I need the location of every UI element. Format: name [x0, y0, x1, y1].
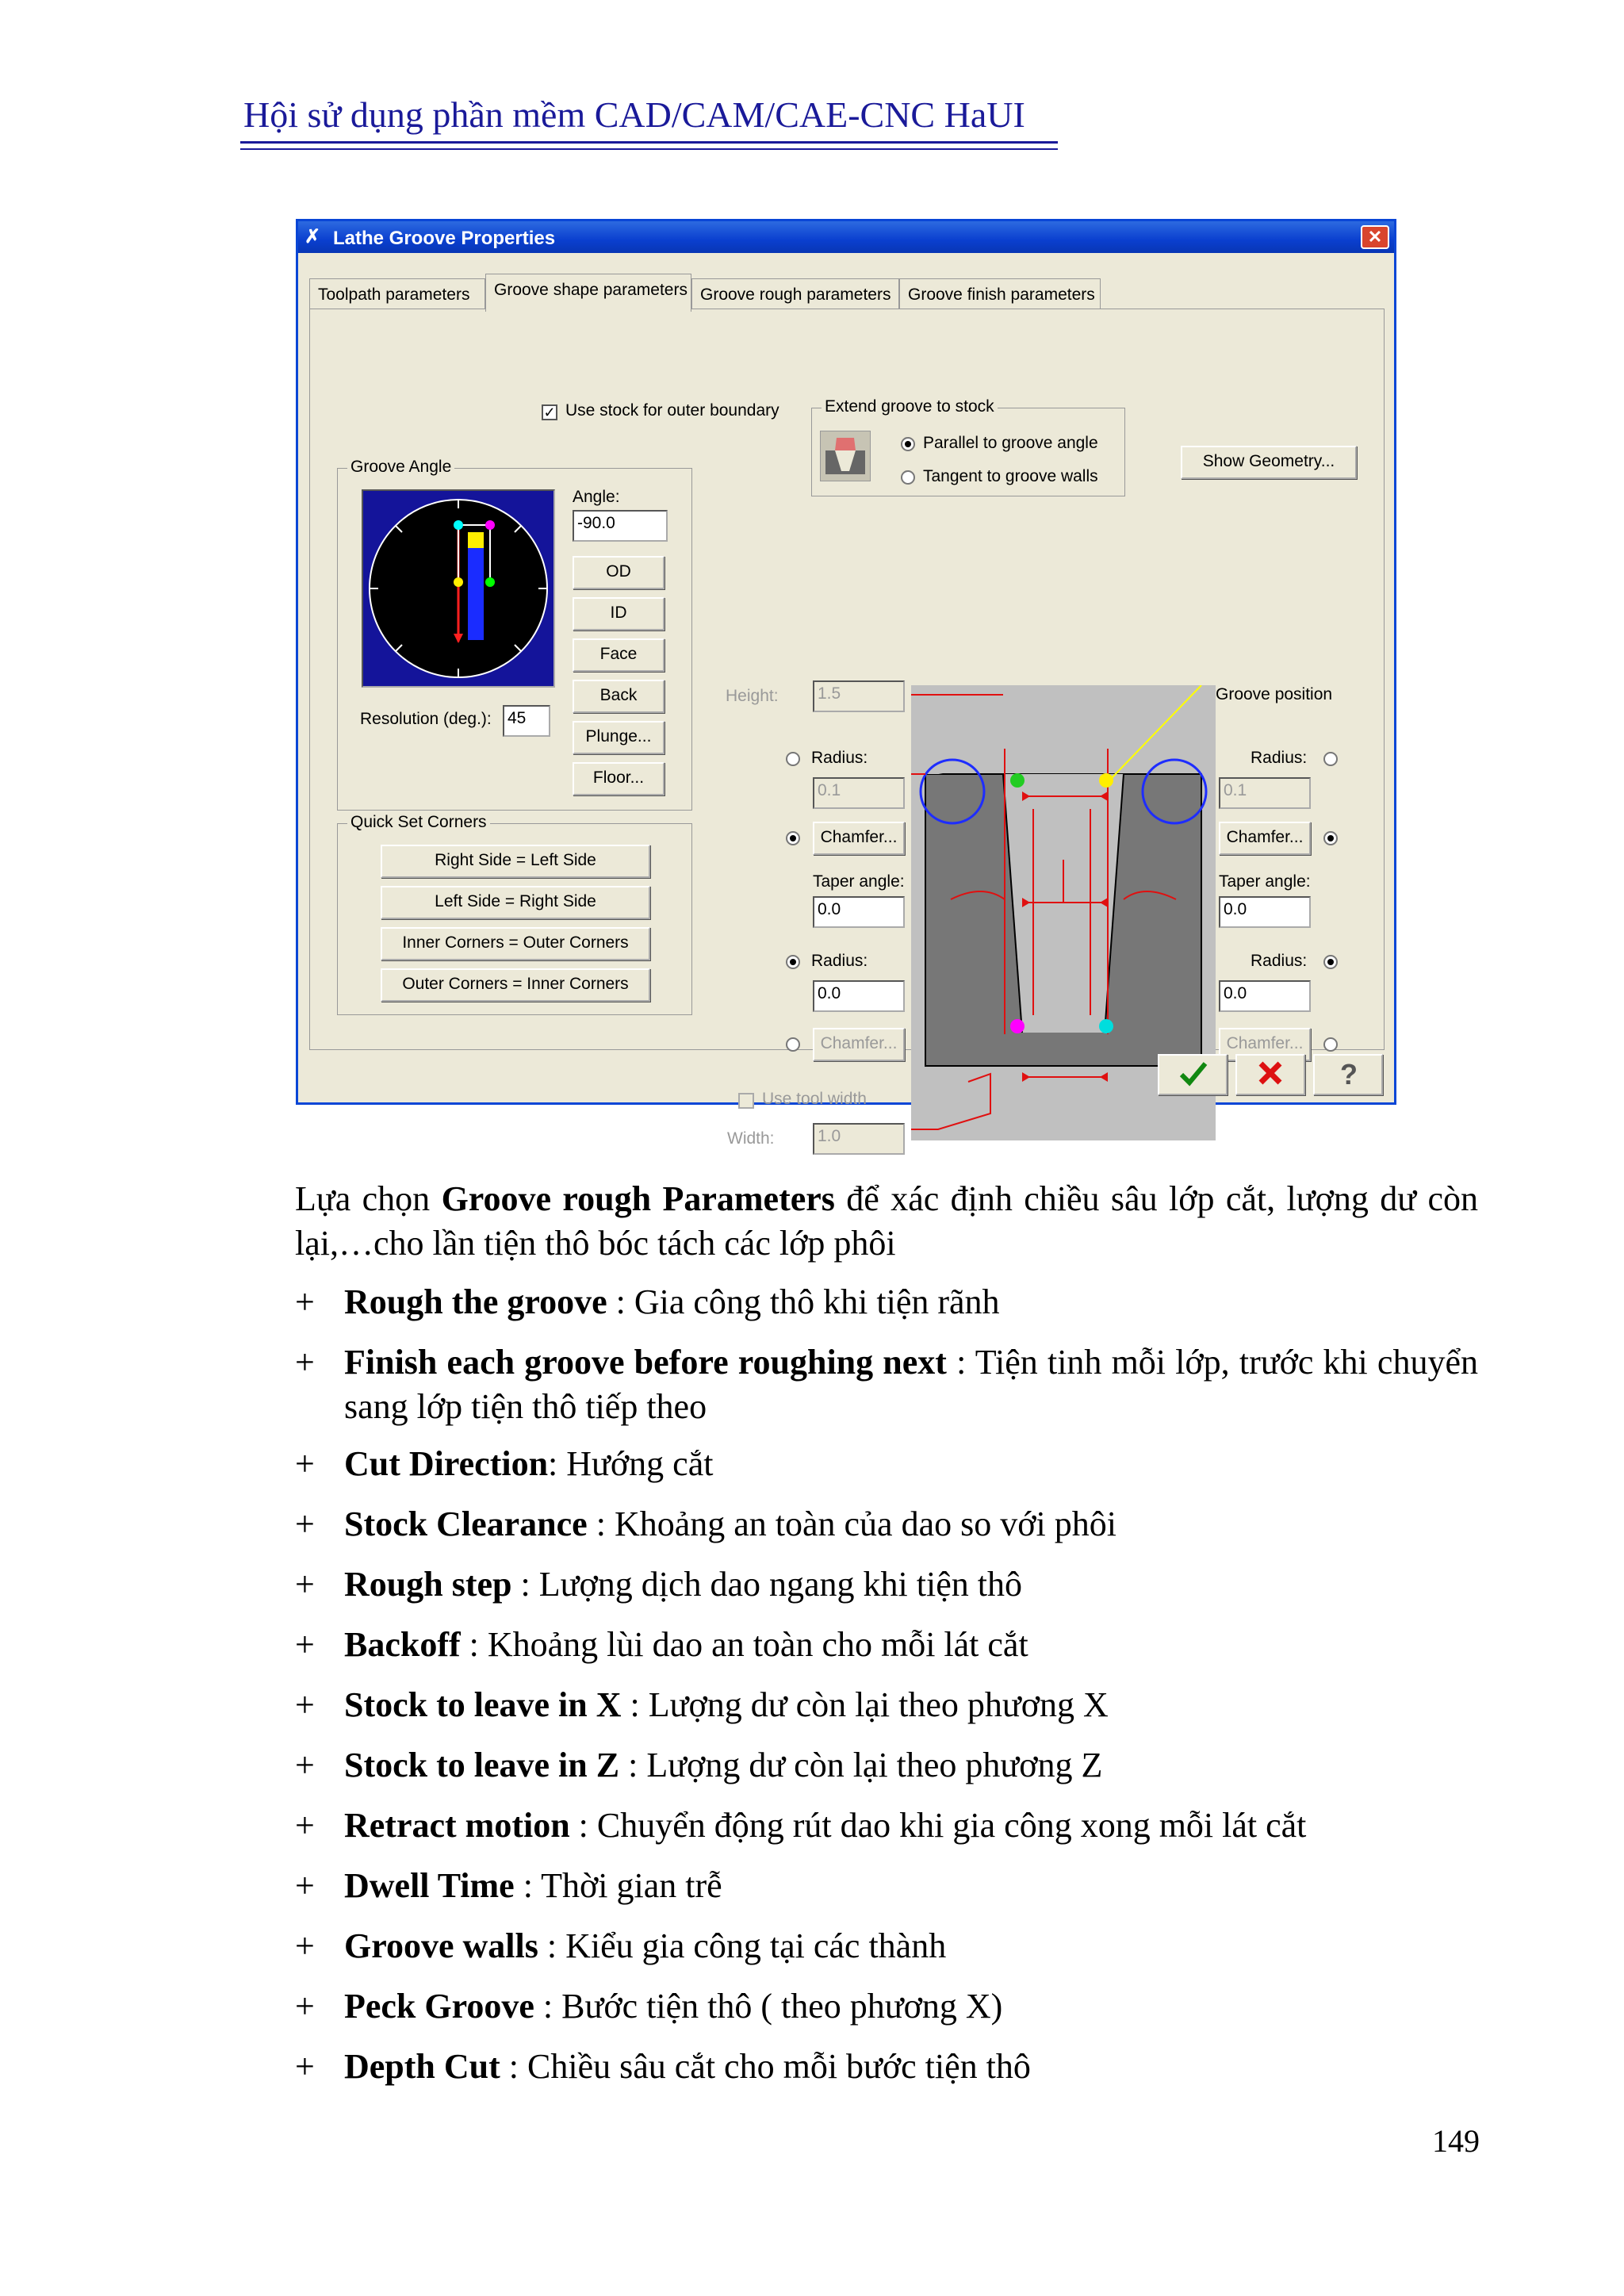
left-equals-right-button[interactable]: Left Side = Right Side [381, 886, 650, 919]
width-label: Width: [727, 1129, 775, 1148]
resolution-input[interactable]: 45 [503, 705, 550, 737]
close-button[interactable]: ✕ [1361, 225, 1389, 249]
right-radius-input-1[interactable]: 0.1 [1219, 777, 1311, 809]
extend-preview-icon [820, 431, 871, 481]
cross-icon [1239, 1056, 1302, 1091]
right-radius2-label: Radius: [1251, 952, 1308, 970]
left-chamfer-button[interactable]: Chamfer... [813, 822, 905, 855]
angle-input[interactable]: -90.0 [573, 510, 668, 542]
parallel-label: Parallel to groove angle [923, 434, 1098, 452]
left-radius2-radio[interactable] [786, 955, 800, 969]
item-desc: : Tiện tinh mỗi lớp, trước khi chuyển sang lớp tiện thô tiếp theo [344, 1343, 1478, 1426]
tab-toolpath[interactable]: Toolpath parameters [309, 278, 485, 310]
check-icon [1161, 1056, 1224, 1091]
item-term: Cut Direction [344, 1444, 549, 1483]
width-input[interactable]: 1.0 [813, 1123, 905, 1155]
item-desc: : Gia công thô khi tiện rãnh [607, 1282, 1000, 1321]
tangent-radio[interactable] [901, 470, 915, 485]
right-radius-radio[interactable] [1323, 752, 1338, 766]
page-number: 149 [1432, 2123, 1480, 2159]
dialog-title: Lathe Groove Properties [333, 228, 556, 249]
extend-groove-label: Extend groove to stock [822, 397, 998, 416]
item-term: Retract motion [344, 1806, 570, 1845]
item-desc: : Lượng dịch dao ngang khi tiện thô [511, 1565, 1022, 1604]
bullet: + [295, 1444, 315, 1483]
id-button[interactable]: ID [573, 597, 665, 631]
item-term: Dwell Time [344, 1866, 515, 1905]
item-desc: : Lượng dư còn lại theo phương Z [619, 1746, 1103, 1784]
cancel-button[interactable] [1235, 1054, 1305, 1095]
bullet: + [295, 1746, 315, 1784]
face-button[interactable]: Face [573, 638, 665, 672]
right-radius2-radio[interactable] [1323, 955, 1338, 969]
groove-angle-group [337, 458, 692, 811]
left-chamfer2-button[interactable]: Chamfer... [813, 1028, 905, 1061]
left-chamfer-radio[interactable] [786, 831, 800, 845]
right-equals-left-button[interactable]: Right Side = Left Side [381, 845, 650, 878]
bullet: + [295, 1625, 315, 1664]
tab-groove-rough[interactable]: Groove rough parameters [691, 278, 899, 310]
left-radius2-label: Radius: [811, 952, 868, 970]
height-input[interactable]: 1.5 [813, 680, 905, 712]
item-term: Stock to leave in X [344, 1685, 622, 1724]
intro-paragraph [295, 1177, 1478, 1266]
groove-angle-label: Groove Angle [347, 458, 454, 477]
bullet: + [295, 1282, 315, 1321]
show-geometry-button[interactable]: Show Geometry... [1181, 446, 1357, 479]
left-radius-input-1[interactable]: 0.1 [813, 777, 905, 809]
bullet: + [295, 2047, 315, 2086]
bullet: + [295, 1565, 315, 1604]
od-button[interactable]: OD [573, 556, 665, 589]
item-desc: : Thời gian trễ [514, 1866, 722, 1905]
item-term: Rough the groove [344, 1282, 607, 1321]
item-desc: : Chuyển động rút dao khi gia công xong mỗi lát cắt [569, 1806, 1307, 1845]
use-tool-width-label: Use tool width [762, 1090, 867, 1108]
extend-groove-group [811, 397, 1125, 496]
intro-bold: Groove rough Parameters [441, 1179, 835, 1218]
plunge-button[interactable]: Plunge... [573, 721, 665, 754]
item-desc: : Lượng dư còn lại theo phương X [621, 1685, 1109, 1724]
tab-groove-shape[interactable]: Groove shape parameters [485, 274, 691, 312]
quick-set-corners-label: Quick Set Corners [347, 813, 490, 832]
quick-set-corners-group [337, 813, 692, 1015]
right-radius-label: Radius: [1251, 749, 1308, 767]
item-term: Rough step [344, 1565, 512, 1604]
item-desc: : Khoảng an toàn của dao so với phôi [587, 1504, 1116, 1543]
right-chamfer-button[interactable]: Chamfer... [1219, 822, 1311, 855]
header-rule [240, 141, 1058, 144]
back-button[interactable]: Back [573, 680, 665, 713]
svg-text:?: ? [1340, 1058, 1358, 1091]
help-button[interactable] [1313, 1054, 1383, 1095]
item-term: Peck Groove [344, 1987, 534, 2026]
bullet: + [295, 1806, 315, 1845]
left-chamfer2-radio[interactable] [786, 1037, 800, 1052]
header-title: Hội sử dụng phần mềm CAD/CAM/CAE-CNC HaUI [243, 94, 1025, 135]
dialog-titlebar [298, 221, 1394, 253]
right-chamfer-radio[interactable] [1323, 831, 1338, 845]
height-label: Height: [726, 687, 779, 705]
right-radius2-input[interactable]: 0.0 [1219, 980, 1311, 1012]
item-desc: : Bước tiện thô ( theo phương X) [534, 1987, 1003, 2026]
item-term: Finish each groove before roughing next [344, 1343, 947, 1382]
bullet: + [295, 1866, 315, 1905]
intro-pre: Lựa chọn [295, 1179, 442, 1218]
header-rule-2 [240, 148, 1058, 150]
tab-groove-finish[interactable]: Groove finish parameters [899, 278, 1101, 310]
help-icon [1316, 1056, 1380, 1091]
use-stock-checkbox[interactable]: ✓ [542, 404, 557, 420]
bullet: + [295, 1504, 315, 1543]
floor-button[interactable]: Floor... [573, 762, 665, 795]
item-desc: : Kiểu gia công tại các thành [538, 1926, 947, 1965]
left-radius2-input[interactable]: 0.0 [813, 980, 905, 1012]
item-term: Stock Clearance [344, 1504, 588, 1543]
item-term: Groove walls [344, 1926, 538, 1965]
bullet: + [295, 1987, 315, 2026]
right-chamfer2-radio[interactable] [1323, 1037, 1338, 1052]
right-taper-label: Taper angle: [1219, 872, 1311, 891]
resolution-label: Resolution (deg.): [360, 710, 492, 728]
use-stock-label: Use stock for outer boundary [565, 401, 779, 420]
ok-button[interactable] [1158, 1054, 1228, 1095]
item-term: Depth Cut [344, 2047, 500, 2086]
left-taper-input[interactable]: 0.0 [813, 896, 905, 928]
tangent-label: Tangent to groove walls [923, 467, 1098, 485]
bullet: + [295, 1926, 315, 1965]
item-term: Stock to leave in Z [344, 1746, 620, 1784]
right-chamfer2-button[interactable]: Chamfer... [1219, 1028, 1311, 1061]
item-desc: : Khoảng lùi dao an toàn cho mỗi lát cắt [460, 1625, 1028, 1664]
left-radius-radio[interactable] [786, 752, 800, 766]
groove-angle-dial[interactable] [362, 489, 555, 688]
groove-position-label: Groove position [1216, 685, 1333, 703]
right-taper-input[interactable]: 0.0 [1219, 896, 1311, 928]
item-desc: : Hướng cắt [548, 1444, 714, 1483]
left-taper-label: Taper angle: [813, 872, 905, 891]
left-radius-label: Radius: [811, 749, 868, 767]
lathe-groove-dialog [296, 219, 1396, 1148]
bullet: + [295, 1685, 315, 1724]
item-desc: : Chiều sâu cắt cho mỗi bước tiện thô [500, 2047, 1031, 2086]
angle-label: Angle: [573, 488, 620, 506]
bullet: + [295, 1343, 315, 1382]
parallel-radio[interactable] [901, 437, 915, 451]
outer-equals-inner-button[interactable]: Outer Corners = Inner Corners [381, 968, 650, 1002]
app-icon: ✗ [304, 226, 321, 247]
item-term: Backoff [344, 1625, 461, 1664]
inner-equals-outer-button[interactable]: Inner Corners = Outer Corners [381, 927, 650, 960]
tab-panel [309, 309, 1385, 1148]
use-tool-width-checkbox[interactable] [738, 1093, 754, 1109]
intro-post: để xác định chiều sâu lớp cắt, lượng dư còn lại,…cho lần tiện thô bóc tách các lớp phôi [295, 1179, 1478, 1263]
